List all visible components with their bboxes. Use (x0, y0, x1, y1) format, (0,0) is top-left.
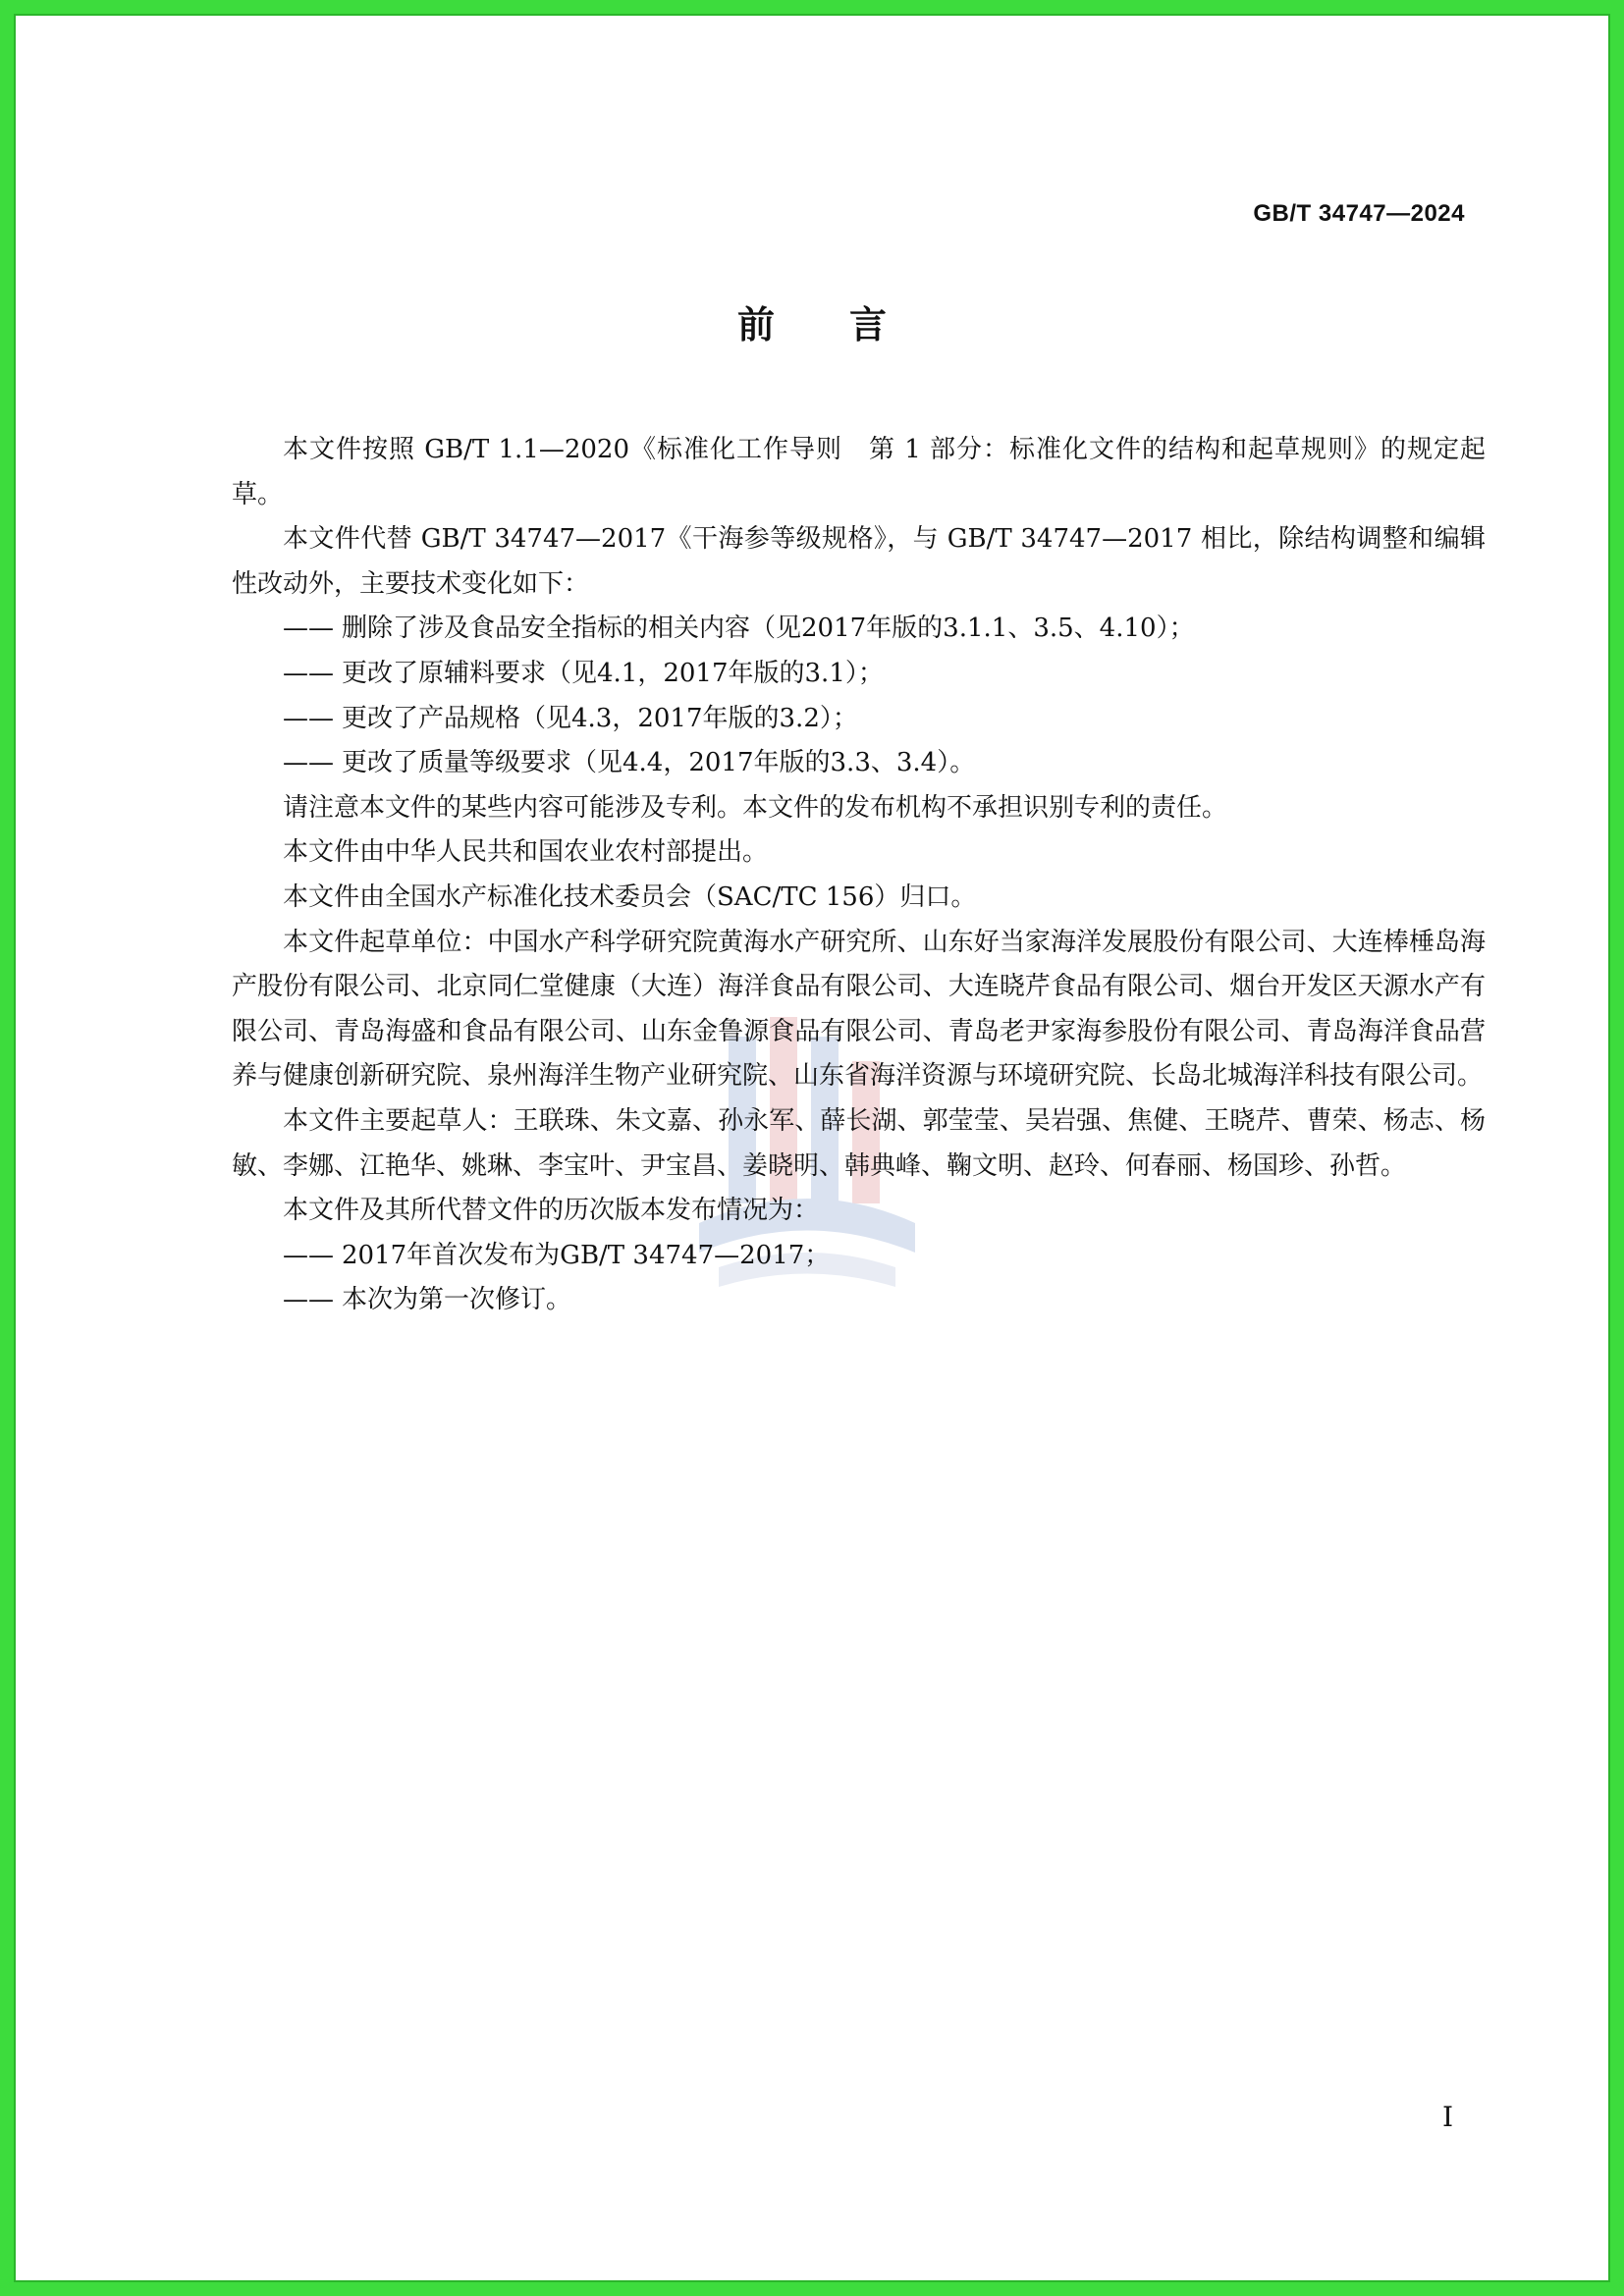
history-item (232, 1234, 1486, 1279)
dash-mark: —— (283, 1285, 334, 1315)
change-item (232, 652, 1486, 697)
change-item-text: 删除了涉及食品安全指标的相关内容（见2017年版的3.1.1、3.5、4.10）； (342, 614, 1195, 644)
change-item-text: 更改了质量等级要求（见4.4，2017年版的3.3、3.4）。 (342, 748, 976, 778)
dash-mark: —— (283, 614, 334, 644)
history-item-text: 2017年首次发布为GB/T 34747—2017； (342, 1240, 831, 1270)
paragraph-drafting-rules: 本文件按照 GB/T 1.1—2020《标准化工作导则 第 1 部分：标准化文件的结构和起草规则》的规定起草。 (232, 435, 1486, 509)
title-char-1: 前 (736, 303, 775, 347)
change-item-text: 更改了原辅料要求（见4.1，2017年版的3.1）； (342, 658, 884, 688)
dash-mark: —— (283, 1240, 334, 1270)
title-char-2: 言 (849, 303, 888, 347)
paragraph-drafting-units: 本文件起草单位：中国水产科学研究院黄海水产研究所、山东好当家海洋发展股份有限公司、大连棒棰岛海产股份有限公司、北京同仁堂健康（大连）海洋食品有限公司、大连晓芹食品有限公司、烟台开发区天源水产有限公司、青岛海盛和食品有限公司、山东金鲁源食品有限公司、青岛老尹家海参股份有限公司、青岛海洋食品营养与健康创新研究院、泉州海洋生物产业研究院、山东省海洋资源与环境研究院、长岛北城海洋科技有限公司。 (232, 927, 1486, 1092)
paragraph-version-history: 本文件及其所代替文件的历次版本发布情况为： (283, 1196, 820, 1226)
change-item-text: 更改了产品规格（见4.3，2017年版的3.2）； (342, 703, 858, 733)
foreword-body (232, 428, 1486, 1323)
page-title (16, 294, 1608, 348)
page-number: I (1441, 2101, 1453, 2133)
paragraph-drafters: 本文件主要起草人：王联珠、朱文嘉、孙永军、薛长湖、郭莹莹、吴岩强、焦健、王晓芹、曹荣、杨志、杨敏、李娜、江艳华、姚琳、李宝叶、尹宝昌、姜晓明、韩典峰、鞠文明、赵玲、何春丽、杨国珍、孙哲。 (232, 1105, 1486, 1181)
document-page (14, 14, 1610, 2282)
paragraph-replaces: 本文件代替 GB/T 34747—2017《干海参等级规格》，与 GB/T 34747—2017 相比，除结构调整和编辑性改动外，主要技术变化如下： (232, 524, 1486, 599)
paragraph-centralized-by: 本文件由全国水产标准化技术委员会（SAC/TC 156）归口。 (283, 881, 977, 912)
history-item (232, 1278, 1486, 1323)
paragraph-patent-notice: 请注意本文件的某些内容可能涉及专利。本文件的发布机构不承担识别专利的责任。 (283, 792, 1228, 823)
standard-code: GB/T 34747—2024 (1253, 200, 1465, 227)
dash-mark: —— (283, 703, 334, 733)
history-item-text: 本次为第一次修订。 (342, 1285, 572, 1315)
change-item (232, 607, 1486, 652)
dash-mark: —— (283, 748, 334, 778)
change-item (232, 741, 1486, 786)
change-item (232, 697, 1486, 742)
dash-mark: —— (283, 658, 334, 688)
paragraph-proposed-by: 本文件由中华人民共和国农业农村部提出。 (283, 837, 769, 868)
